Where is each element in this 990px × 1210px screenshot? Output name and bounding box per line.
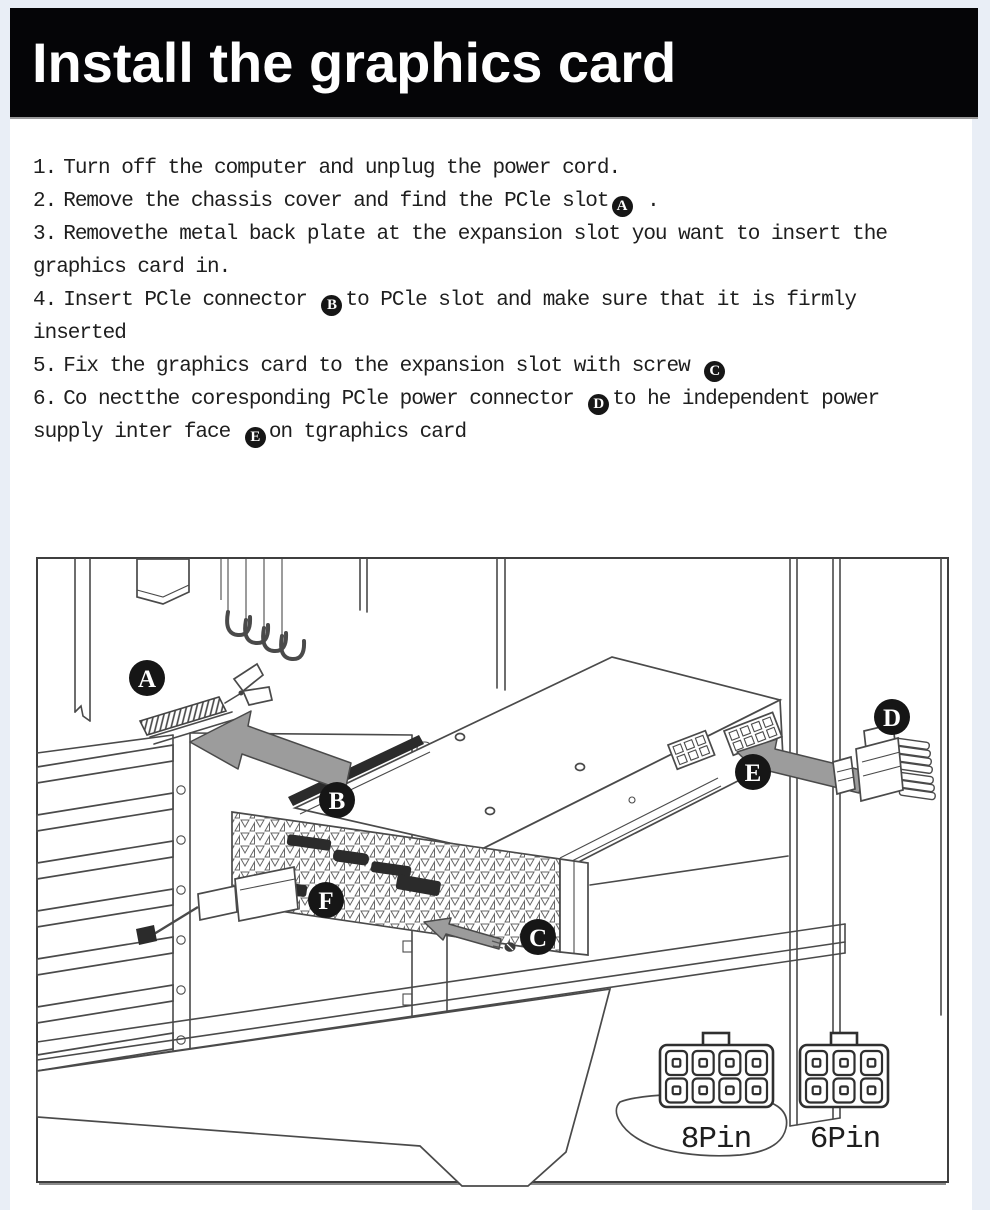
instruction-step: 1. Turn off the computer and unplug the power cord. [33, 157, 621, 180]
step-number: 5. [33, 355, 57, 378]
marker-badge-B: B [321, 295, 342, 316]
svg-text:C: C [528, 925, 548, 952]
instruction-step: 5. Fix the graphics card to the expansion slot with screw C [33, 350, 953, 383]
pin6-connector [800, 1033, 888, 1157]
instruction-step: 4. Insert PCle connector B to PCle slot and make sure that it is firmly inserted [33, 289, 856, 345]
svg-text:A: A [137, 666, 157, 693]
svg-text:F: F [318, 888, 334, 915]
pin8-label: 8Pin [680, 1122, 752, 1157]
instruction-step: 6. Co nectthe coresponding PCle power connector D to he independent power supply inter face E on tgraphics card [33, 383, 953, 449]
marker-badge-A: A [612, 196, 633, 217]
diagram-badge-B [319, 782, 355, 818]
diagram-badge-C [520, 919, 556, 955]
diagram-badge-D [874, 699, 910, 735]
step-number: 1. [33, 157, 57, 180]
marker-badge-C: C [704, 361, 725, 382]
svg-text:B: B [328, 788, 346, 815]
pin6-label: 6Pin [809, 1122, 881, 1157]
instruction-step: 3. Removethe metal back plate at the expansion slot you want to insert the graphics card in. [33, 223, 887, 279]
svg-text:D: D [882, 705, 902, 732]
step-number: 4. [33, 289, 57, 312]
marker-badge-D: D [588, 394, 609, 415]
step-number: 2. [33, 190, 57, 213]
diagram-badge-E [735, 754, 771, 790]
step-number: 6. [33, 388, 57, 411]
svg-text:E: E [744, 760, 762, 787]
diagram-badge-A [129, 660, 165, 696]
page-title: Install the graphics card [32, 31, 677, 94]
step-number: 3. [33, 223, 57, 246]
marker-badge-E: E [245, 427, 266, 448]
content-area [10, 8, 972, 1210]
diagram-badge-F [308, 882, 344, 918]
instruction-step: 2. Remove the chassis cover and find the PCle slot A . [33, 185, 953, 218]
